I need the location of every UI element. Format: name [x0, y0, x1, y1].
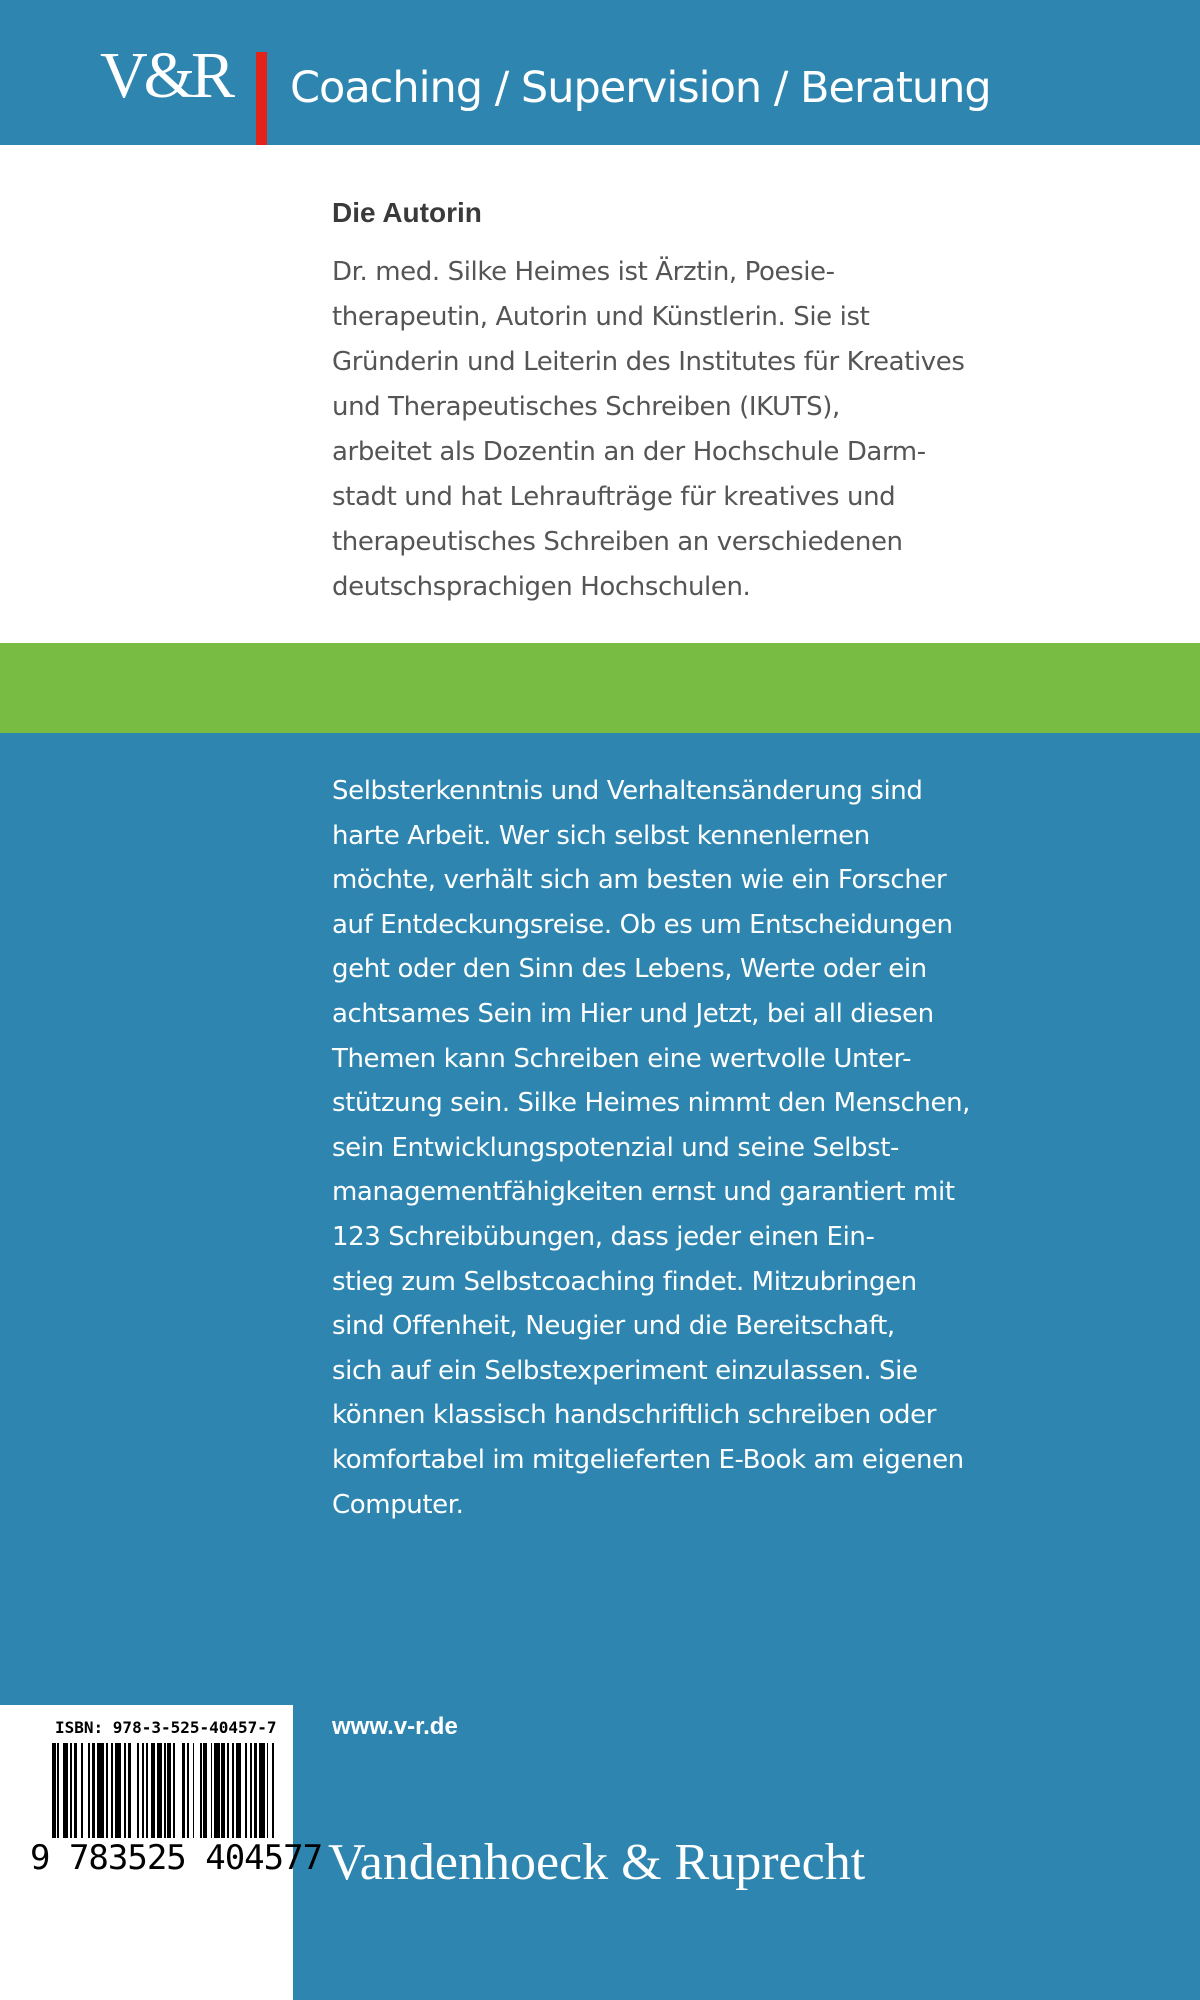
blurb-line: managementfähigkeiten ernst und garantiert mit — [332, 1177, 955, 1208]
author-heading: Die Autorin — [332, 197, 482, 228]
book-blurb — [332, 769, 1052, 1527]
blurb-line: geht oder den Sinn des Lebens, Werte oder ein — [332, 954, 927, 985]
isbn-label: ISBN: 978-3-525-40457-7 — [55, 1718, 277, 1737]
barcode-digits: 9 783525 404577 — [30, 1838, 323, 1878]
bio-line: deutschsprachigen Hochschulen. — [332, 572, 751, 602]
bio-line: therapeutin, Autorin und Künstlerin. Sie ist — [332, 302, 870, 332]
publisher-website: www.v-r.de — [332, 1713, 458, 1740]
blurb-line: Computer. — [332, 1489, 464, 1520]
blurb-line: sein Entwicklungspotenzial und seine Selbst- — [332, 1132, 900, 1163]
blurb-line: Selbsterkenntnis und Verhaltensänderung sind — [332, 776, 923, 806]
blurb-line: Themen kann Schreiben eine wertvolle Unter- — [332, 1043, 912, 1074]
bio-line: arbeitet als Dozentin an der Hochschule Darm- — [332, 437, 926, 467]
barcode-bars — [52, 1743, 278, 1838]
series-title: Coaching / Supervision / Beratung — [290, 63, 991, 113]
blurb-line: können klassisch handschriftlich schreiben oder — [332, 1400, 937, 1431]
blurb-line: sind Offenheit, Neugier und die Bereitschaft, — [332, 1311, 895, 1342]
bio-line: therapeutisches Schreiben an verschiedenen — [332, 527, 903, 557]
blurb-line: stützung sein. Silke Heimes nimmt den Menschen, — [332, 1088, 971, 1119]
blurb-line: auf Entdeckungsreise. Ob es um Entscheidungen — [332, 909, 953, 940]
blurb-line: komfortabel im mitgelieferten E-Book am eigenen — [332, 1444, 964, 1475]
publisher-logo: V&R — [100, 39, 232, 112]
blurb-line: sich auf ein Selbstexperiment einzulassen. Sie — [332, 1355, 918, 1386]
bio-line: Dr. med. Silke Heimes ist Ärztin, Poesie- — [332, 257, 835, 287]
bio-line: stadt und hat Lehraufträge für kreatives und — [332, 482, 896, 512]
bio-line: Gründerin und Leiterin des Institutes für Kreatives — [332, 347, 965, 377]
blurb-line: harte Arbeit. Wer sich selbst kennenlernen — [332, 820, 870, 851]
publisher-name: Vandenhoeck & Ruprecht — [328, 1834, 866, 1891]
blurb-line: möchte, verhält sich am besten wie ein Forscher — [332, 865, 947, 896]
blurb-line: 123 Schreibübungen, dass jeder einen Ein- — [332, 1221, 875, 1252]
author-bio — [332, 250, 1032, 610]
bio-line: und Therapeutisches Schreiben (IKUTS), — [332, 392, 840, 422]
blurb-line: stieg zum Selbstcoaching findet. Mitzubringen — [332, 1266, 917, 1297]
green-divider-band — [0, 643, 1200, 733]
blurb-line: achtsames Sein im Hier und Jetzt, bei all diesen — [332, 998, 934, 1029]
